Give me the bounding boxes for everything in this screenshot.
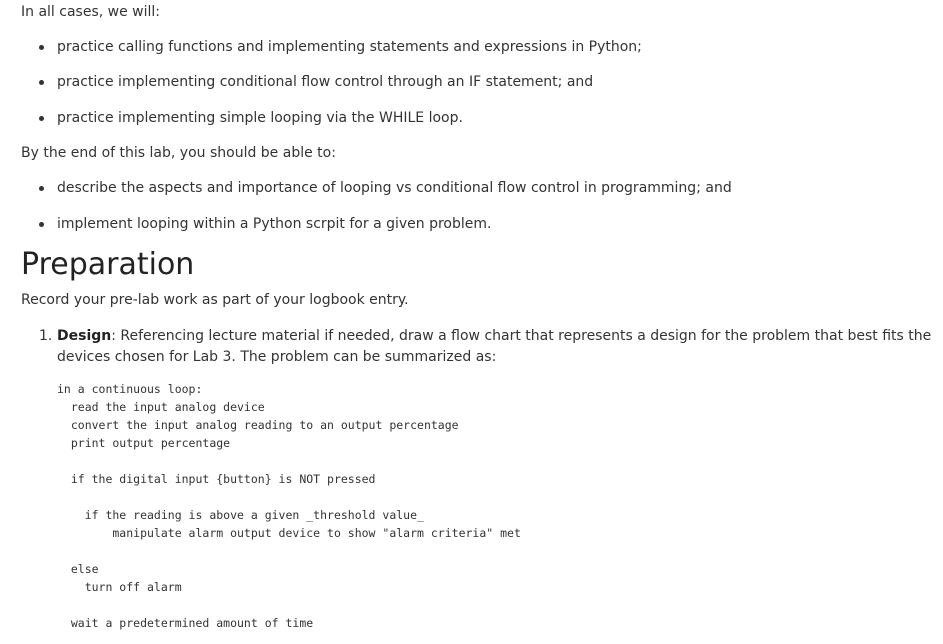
outcomes-intro-text: By the end of this lab, you should be able to: xyxy=(21,145,336,161)
preparation-heading: Preparation xyxy=(21,247,195,282)
design-description: : Referencing lecture material if needed, draw a flow chart that represents a design for the problem that best fits the devices chosen for Lab 3. The problem can be summarized as: xyxy=(57,328,932,365)
list-number: 1. xyxy=(39,328,53,344)
outcome-item: implement looping within a Python scrpit for a given problem. xyxy=(57,216,492,232)
intro-text: In all cases, we will: xyxy=(21,4,160,20)
goal-item: practice implementing simple looping via the WHILE loop. xyxy=(57,110,463,126)
goal-item: practice calling functions and implementing statements and expressions in Python; xyxy=(57,39,642,55)
design-label: Design xyxy=(57,328,112,344)
goal-item: practice implementing conditional flow control through an IF statement; and xyxy=(57,74,594,90)
outcome-item: describe the aspects and importance of looping vs conditional flow control in programming; and xyxy=(57,180,732,196)
preparation-intro-text: Record your pre-lab work as part of your logbook entry. xyxy=(21,292,409,308)
pseudocode-block: in a continuous loop: read the input analog device convert the input analog reading to an output percentage print output percentage if the digital input {button} is NOT pressed if the reading is above a given _threshold value_ manipulate alarm output device to show "alarm criteria" met else turn off alarm wait a predetermined amount of time xyxy=(57,382,521,630)
design-list-item xyxy=(39,326,941,368)
